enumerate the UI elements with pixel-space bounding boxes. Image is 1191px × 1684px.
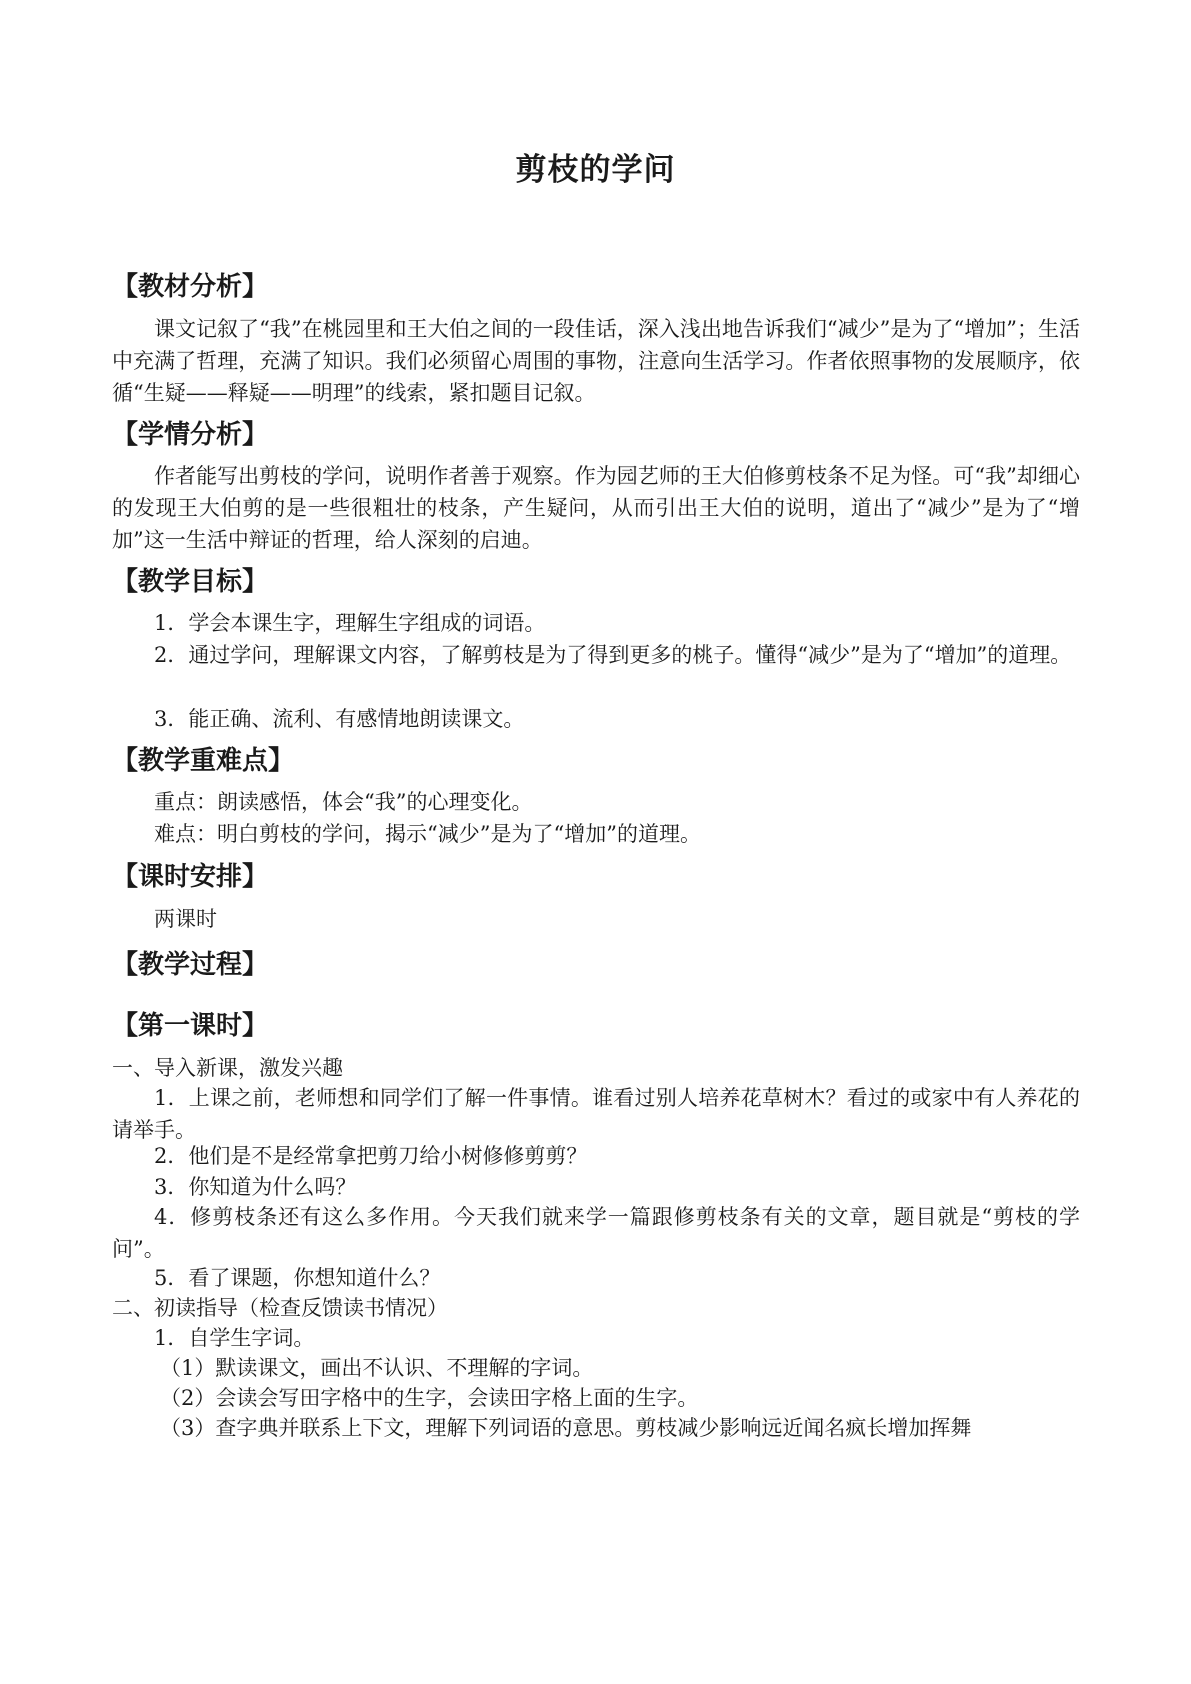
- part1-title: 一、导入新课，激发兴趣: [112, 1056, 343, 1080]
- key-point-item: 重点：朗读感悟，体会“我”的心理变化。: [154, 790, 533, 814]
- part2-item: （2）会读会写田字格中的生字，会读田字格上面的生字。: [160, 1386, 699, 1410]
- heading-teaching-process: 【教学过程】: [112, 950, 269, 980]
- heading-schedule: 【课时安排】: [112, 862, 269, 892]
- part2-item: （1）默读课文，画出不认识、不理解的字词。: [160, 1356, 594, 1380]
- goal-item: 1．学会本课生字，理解生字组成的词语。: [154, 611, 546, 635]
- part1-item: 4．修剪枝条还有这么多作用。今天我们就来学一篇跟修剪枝条有关的文章，题目就是“剪枝的学问”。: [112, 1205, 1080, 1261]
- schedule-text: 两课时: [154, 907, 217, 931]
- part1-item: 3．你知道为什么吗？: [154, 1175, 357, 1199]
- part2-item: （3）查字典并联系上下文，理解下列词语的意思。剪枝减少影响远近闻名疯长增加挥舞: [160, 1416, 972, 1440]
- heading-key-points: 【教学重难点】: [112, 746, 295, 776]
- goal-item: 2．通过学问，理解课文内容，了解剪枝是为了得到更多的桃子。懂得“减少”是为了“增加”的道理。: [154, 643, 1072, 667]
- paragraph-textbook-analysis: 课文记叙了“我”在桃园里和王大伯之间的一段佳话，深入浅出地告诉我们“减少”是为了“增加”；生活中充满了哲理，充满了知识。我们必须留心周围的事物，注意向生活学习。作者依照事物的发展顺序，依循“生疑——释疑——明理”的线索，紧扣题目记叙。: [112, 317, 1080, 405]
- part1-item: 5．看了课题，你想知道什么？: [154, 1266, 441, 1290]
- goal-item: 3．能正确、流利、有感情地朗读课文。: [154, 707, 525, 731]
- document-title: 剪枝的学问: [515, 152, 676, 188]
- heading-student-analysis: 【学情分析】: [112, 420, 269, 450]
- part2-item: 1．自学生字词。: [154, 1326, 315, 1350]
- heading-teaching-goals: 【教学目标】: [112, 567, 269, 597]
- key-point-item: 难点：明白剪枝的学问，揭示“减少”是为了“增加”的道理。: [154, 822, 701, 846]
- heading-first-lesson: 【第一课时】: [112, 1011, 269, 1041]
- heading-textbook-analysis: 【教材分析】: [112, 272, 269, 302]
- part2-title: 二、初读指导（检查反馈读书情况）: [112, 1296, 448, 1320]
- part1-item: 1．上课之前，老师想和同学们了解一件事情。谁看过别人培养花草树木？看过的或家中有人养花的请举手。: [112, 1086, 1080, 1142]
- paragraph-student-analysis: 作者能写出剪枝的学问，说明作者善于观察。作为园艺师的王大伯修剪枝条不足为怪。可“我”却细心的发现王大伯剪的是一些很粗壮的枝条，产生疑问，从而引出王大伯的说明，道出了“减少”是为了“增加”这一生活中辩证的哲理，给人深刻的启迪。: [112, 464, 1080, 552]
- part1-item: 2．他们是不是经常拿把剪刀给小树修修剪剪？: [154, 1144, 588, 1168]
